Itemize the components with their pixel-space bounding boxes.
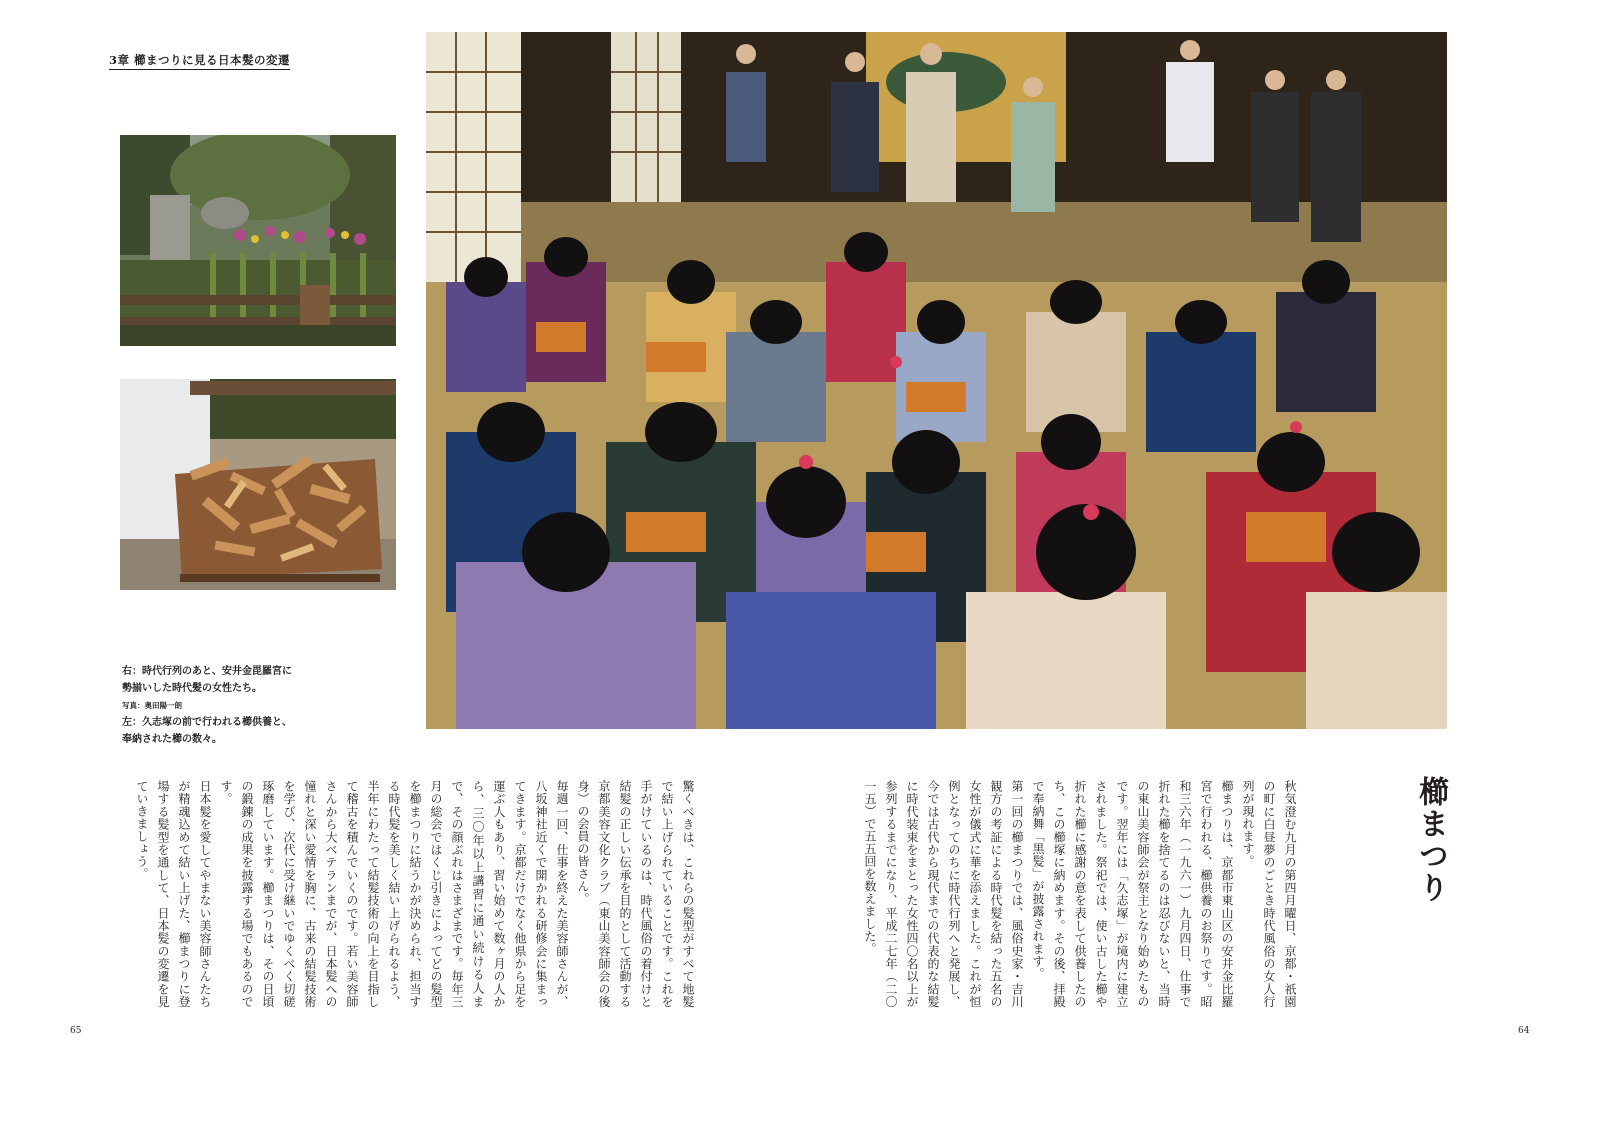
shrine-photo bbox=[120, 135, 396, 346]
caption-line: 奉納された櫛の数々。 bbox=[122, 734, 222, 745]
caption-line: 右：時代行列のあと、安井金毘羅宮に bbox=[122, 666, 292, 677]
photo-credit: 写真：奥田陽一朗 bbox=[122, 701, 182, 710]
page-number-left: 65 bbox=[70, 1026, 82, 1036]
photo-caption bbox=[122, 663, 422, 748]
left-page-body: 驚くべきは、これらの髪型がすべて地髪で結い上げられていることです。これを手がけているのは、時代風俗の着付けと結髪の正しい伝承を目的として活動する京都美容文化クラブ（東山美容師会の後身）の会員の皆さん。 毎週一回、仕事を終えた美容師さんが、八坂神社近くで開かれる研修会に集まってきます。京都だけでなく他県から足を運ぶ人もあり、習い始めて数ヶ月の人から、三〇年以上講習に通い続ける人まで、その顔ぶれはさまざまです。毎年三月の総会ではくじ引きによってどの髪型を櫛まつりに結うかが決められ、担当する時代髪を美しく結い上げられるよう、半年にわたって結髪技術の向上を目指して稽古を積んでいくのです。若い美容師さんから大ベテランまでが、日本髪への憧れと深い愛情を胸に、古来の結髪技術を学び、次代に受け継いでゆくべく切磋琢磨しています。櫛まつりは、その日頃の鍛錬の成果を披露する場でもあるのです。 日本髪を愛してやまない美容師さんたちが精魂込めて結い上げた、櫛まつりに登場する髪型を通して、日本髪の変遷を見ていきましょう。 bbox=[135, 780, 695, 1008]
caption-line: 左：久志塚の前で行われる櫛供養と、 bbox=[122, 717, 292, 728]
caption-line: 勢揃いした時代髪の女性たち。 bbox=[122, 683, 262, 694]
chapter-title: 3章 櫛まつりに見る日本髪の変遷 bbox=[109, 52, 290, 70]
page-number-right: 64 bbox=[1518, 1026, 1530, 1036]
combs-photo bbox=[120, 379, 396, 590]
article-heading: 櫛まつり bbox=[1413, 776, 1448, 904]
main-photo bbox=[426, 32, 1447, 729]
right-page-body: 秋気澄む九月の第四月曜日、京都・祇園の町に白昼夢のごとき時代風俗の女人行列が現れます。 櫛まつりは、京都市東山区の安井金比羅宮で行われる、櫛供養のお祭りです。昭和三六年（一九六一）九月四日、仕事で折れた櫛を捨てるのは忍びないと、当時の東山美容師会が祭主となり始めたものです。翌年には「久志塚」が境内に建立されました。祭祀では、使い古した櫛や折れた櫛に感謝の意を表して供養したのち、この櫛塚に納めます。その後、拝殿で奉納舞「黒髪」が披露されます。 第一回の櫛まつりでは、風俗史家・吉川観方の考証による時代髪を結った五名の女性が儀式に華を添えました。これが恒例となってのちに時代行列へと発展し、今では古代から現代までの代表的な結髪に時代装束をまとった女性四〇名以上が参列するまでになり、平成二七年（二〇一五）で五五回を数えました。 bbox=[863, 780, 1297, 1008]
